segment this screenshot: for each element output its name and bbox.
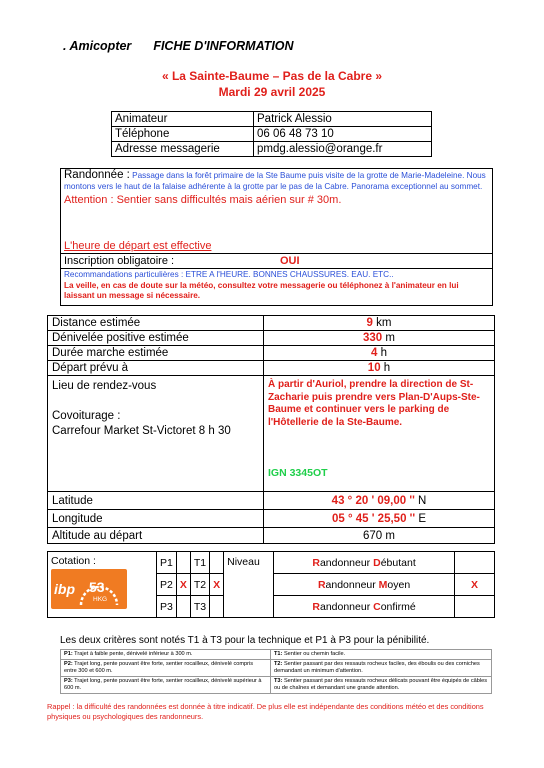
depart-value: 10 h: [264, 361, 495, 376]
covoiturage-value: Carrefour Market St-Victoret 8 h 30: [52, 425, 231, 437]
legend-t2: T2: Sentier passant par des ressauts rocheux faciles, des éboulis ou des corniches demandant un minimum d'attention.: [271, 660, 492, 677]
t-mark: [210, 596, 224, 618]
inscription-label: Inscription obligatoire :: [64, 255, 175, 267]
inscription-value: OUI: [280, 255, 300, 267]
p-label: P3: [157, 596, 177, 618]
t-label: T3: [190, 596, 209, 618]
recommandations: Recommandations particulières : ETRE A l'HEURE. BONNES CHAUSSURES. EAU. ETC..: [64, 270, 394, 279]
depart-label: Départ prévu à: [48, 361, 264, 376]
longitude-value: 05 ° 45 ' 25,50 '' E: [264, 510, 495, 528]
rendezvous-cell: [48, 376, 264, 492]
criteria-legend: [60, 649, 492, 694]
directions-text: À partir d'Auriol, prendre la direction de St-Zacharie puis prendre vers Plan-D'Aups-Ste-Baume et continuer vers le parking de l'Hôtellerie de la Ste-Baume.: [268, 379, 480, 428]
latitude-value: 43 ° 20 ' 09,00 '' N: [264, 492, 495, 510]
t-mark: [210, 552, 224, 574]
p-label: P1: [157, 552, 177, 574]
hike-date: Mardi 29 avril 2025: [218, 85, 326, 99]
distance-label: Distance estimée: [48, 316, 264, 331]
level-debutant: Randonneur Débutant: [274, 552, 455, 574]
criteria-note: Les deux critères sont notés T1 à T3 pour la technique et P1 à P3 pour la pénibilité.: [60, 635, 430, 646]
t-mark: X: [210, 574, 224, 596]
veille-note: La veille, en cas de doute sur la météo, consultez votre messagerie ou téléphonez à l'animateur en lui laissant un message si nécessaire.: [64, 280, 459, 300]
contact-label: Téléphone: [112, 127, 254, 142]
contact-label: Adresse messagerie: [112, 142, 254, 157]
altitude-label: Altitude au départ: [48, 528, 264, 544]
doc-header: [63, 39, 294, 53]
cotation-label: Cotation :: [51, 555, 96, 567]
ibp-unit: HKG: [93, 596, 108, 603]
org-name: . Amicopter: [63, 39, 132, 53]
level-confirme: Randonneur Confirmé: [274, 596, 455, 618]
t-label: T1: [190, 552, 209, 574]
denivele-value: 330 m: [264, 331, 495, 346]
contact-value: Patrick Alessio: [254, 112, 432, 127]
contact-value: pmdg.alessio@orange.fr: [254, 142, 432, 157]
distance-value: 9 km: [264, 316, 495, 331]
hike-description-box: [60, 168, 493, 306]
duree-label: Durée marche estimée: [48, 346, 264, 361]
ibp-logo-text: ibp: [54, 581, 75, 597]
level-mark: [455, 596, 495, 618]
p-mark: [176, 596, 190, 618]
rando-heure: L'heure de départ est effective: [64, 240, 212, 252]
legend-t1: T1: Sentier ou chemin facile.: [271, 650, 492, 660]
doc-type: FICHE D'INFORMATION: [153, 39, 294, 53]
altitude-value: 670 m: [264, 528, 495, 544]
duree-value: 4 h: [264, 346, 495, 361]
latitude-label: Latitude: [48, 492, 264, 510]
contact-table: [111, 111, 432, 157]
denivele-label: Dénivelée positive estimée: [48, 331, 264, 346]
details-table: [47, 315, 495, 544]
directions-cell: [264, 376, 495, 492]
p-label: P2: [157, 574, 177, 596]
cotation-table: [47, 551, 495, 618]
level-mark: [455, 552, 495, 574]
ign-map-ref: IGN 3345OT: [268, 467, 328, 479]
legend-p1: P1: Trajet à faible pente, dénivelé inférieur à 300 m.: [61, 650, 271, 660]
legend-p2: P2: Trajet long, pente pouvant être forte, sentier rocailleux, dénivelé compris entre 300 et 600 m.: [61, 660, 271, 677]
legend-t3: T3: Sentier passant par des ressauts rocheux délicats pouvant être équipés de câbles ou de chaînes et demandant une grande attention.: [271, 677, 492, 694]
rando-label: Randonnée :: [64, 169, 130, 181]
rando-attention: Attention : Sentier sans difficultés mais aérien sur # 30m.: [64, 194, 342, 206]
rendezvous-label: Lieu de rendez-vous: [52, 380, 157, 392]
ibp-value: 53: [89, 579, 105, 595]
hike-title: « La Sainte-Baume – Pas de la Cabre »: [161, 69, 383, 83]
covoiturage-label: Covoiturage :: [52, 410, 121, 422]
rappel-note: Rappel : la difficulté des randonnées est donnée à titre indicatif. De plus elle est indépendante des conditions météo et des conditions physiques ou psychologiques des randonneurs.: [47, 702, 484, 721]
niveau-label: Niveau: [224, 552, 274, 618]
level-mark: X: [455, 574, 495, 596]
ibp-badge: [51, 569, 127, 609]
p-mark: [176, 552, 190, 574]
rando-description: Passage dans la forêt primaire de la Ste Baume puis visite de la grotte de Marie-Madeleine. Nous montons vers le haut de la falaise adhérente à la grotte par le pas de la Cabre. Panorama exceptionnel au sommet.: [64, 171, 486, 191]
t-label: T2: [190, 574, 209, 596]
cotation-cell: [48, 552, 157, 618]
p-mark: X: [176, 574, 190, 596]
longitude-label: Longitude: [48, 510, 264, 528]
contact-label: Animateur: [112, 112, 254, 127]
legend-p3: P3: Trajet long, pente pouvant être forte, sentier rocailleux, dénivelé supérieur à 600 m.: [61, 677, 271, 694]
contact-value: 06 06 48 73 10: [254, 127, 432, 142]
level-moyen: Randonneur Moyen: [274, 574, 455, 596]
